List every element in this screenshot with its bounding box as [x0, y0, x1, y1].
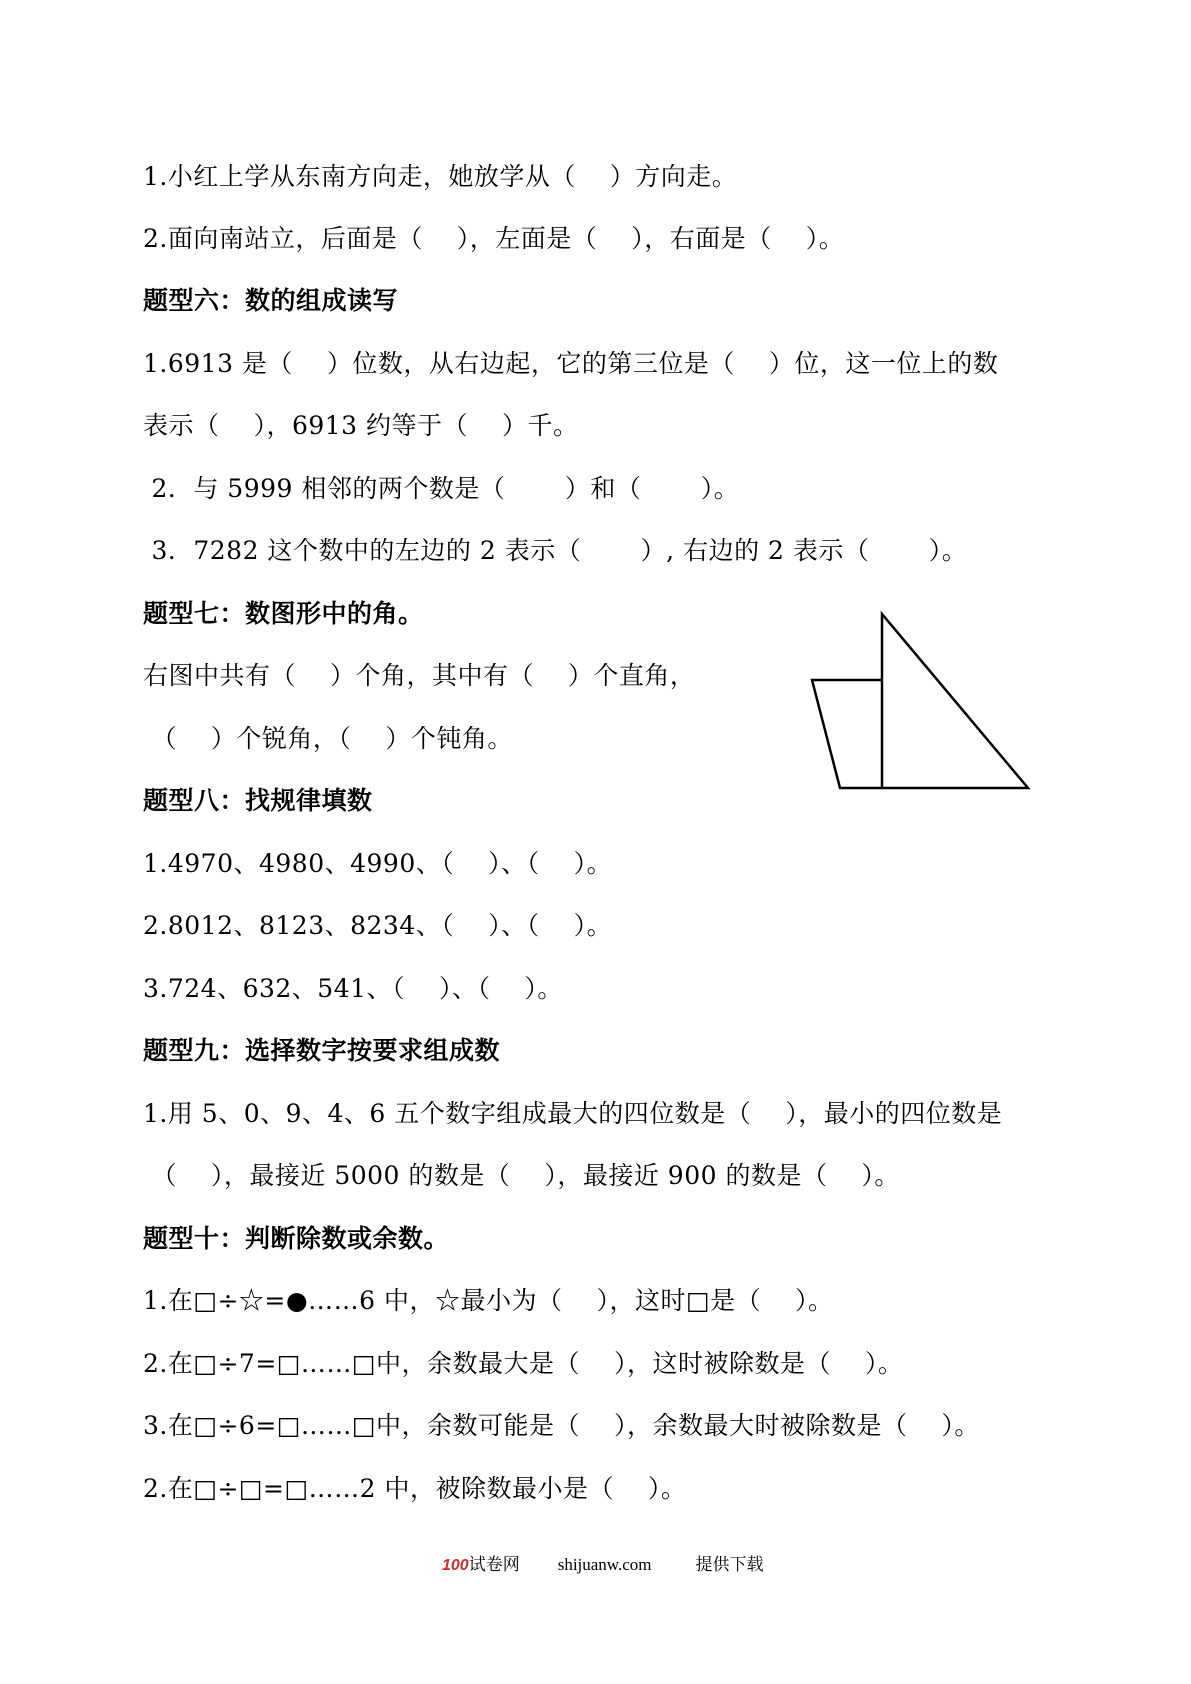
section-6-question-1-line-1: 1.6913 是（ ）位数，从右边起，它的第三位是（ ）位，这一位上的数: [143, 349, 999, 378]
section-9-question-1-line-1: 1.用 5、0、9、4、6 五个数字组成最大的四位数是（ ），最小的四位数是: [143, 1099, 1003, 1128]
footer-site-name: 试卷网: [468, 1555, 520, 1574]
section-9-question-1-line-2: （ ），最接近 5000 的数是（ ），最接近 900 的数是（ ）。: [143, 1161, 900, 1190]
section-6-question-2: 2．与 5999 相邻的两个数是（ ）和（ ）。: [143, 474, 740, 503]
section-8-question-2: 2.8012、8123、8234、（ ）、（ ）。: [143, 911, 613, 940]
section-10-question-1: 1.在□÷☆=●……6 中，☆最小为（ ），这时□是（ ）。: [143, 1286, 834, 1315]
site-logo: 100: [442, 1557, 469, 1574]
section-10-title: 题型十：判断除数或余数。: [143, 1224, 450, 1253]
direction-question-2: 2.面向南站立，后面是（ ），左面是（ ），右面是（ ）。: [143, 224, 845, 253]
section-7-title: 题型七：数图形中的角。: [143, 599, 424, 628]
section-6-title: 题型六：数的组成读写: [143, 286, 399, 315]
angle-figure: [806, 608, 1031, 793]
section-8-question-3: 3.724、632、541、（ ）、（ ）。: [143, 974, 563, 1003]
section-6-question-1-line-2: 表示（ ），6913 约等于（ ）千。: [143, 411, 579, 440]
section-6-question-3: 3．7282 这个数中的左边的 2 表示（ ）, 右边的 2 表示（ ）。: [143, 536, 968, 565]
quadrilateral-shape: [812, 680, 882, 788]
footer-provide-text: 提供下载: [695, 1555, 764, 1574]
footer: [425, 1520, 764, 1574]
section-7-line-2: （ ）个锐角，（ ）个钝角。: [143, 724, 513, 753]
footer-domain: shijuanw.com: [557, 1555, 652, 1574]
section-10-question-4: 2.在□÷□=□……2 中，被除数最小是（ ）。: [143, 1474, 687, 1503]
section-8-question-1: 1.4970、4980、4990、（ ）、（ ）。: [143, 849, 613, 878]
section-8-title: 题型八：找规律填数: [143, 786, 373, 815]
section-10-question-3: 3.在□÷6=□……□中，余数可能是（ ），余数最大时被除数是（ ）。: [143, 1411, 980, 1440]
section-7-line-1: 右图中共有（ ）个角，其中有（ ）个直角，: [143, 661, 696, 690]
section-10-question-2: 2.在□÷7=□……□中，余数最大是（ ），这时被除数是（ ）。: [143, 1349, 904, 1378]
section-9-title: 题型九：选择数字按要求组成数: [143, 1036, 501, 1065]
direction-question-1: 1.小红上学从东南方向走，她放学从（ ）方向走。: [143, 162, 738, 191]
right-triangle-shape: [882, 614, 1028, 788]
